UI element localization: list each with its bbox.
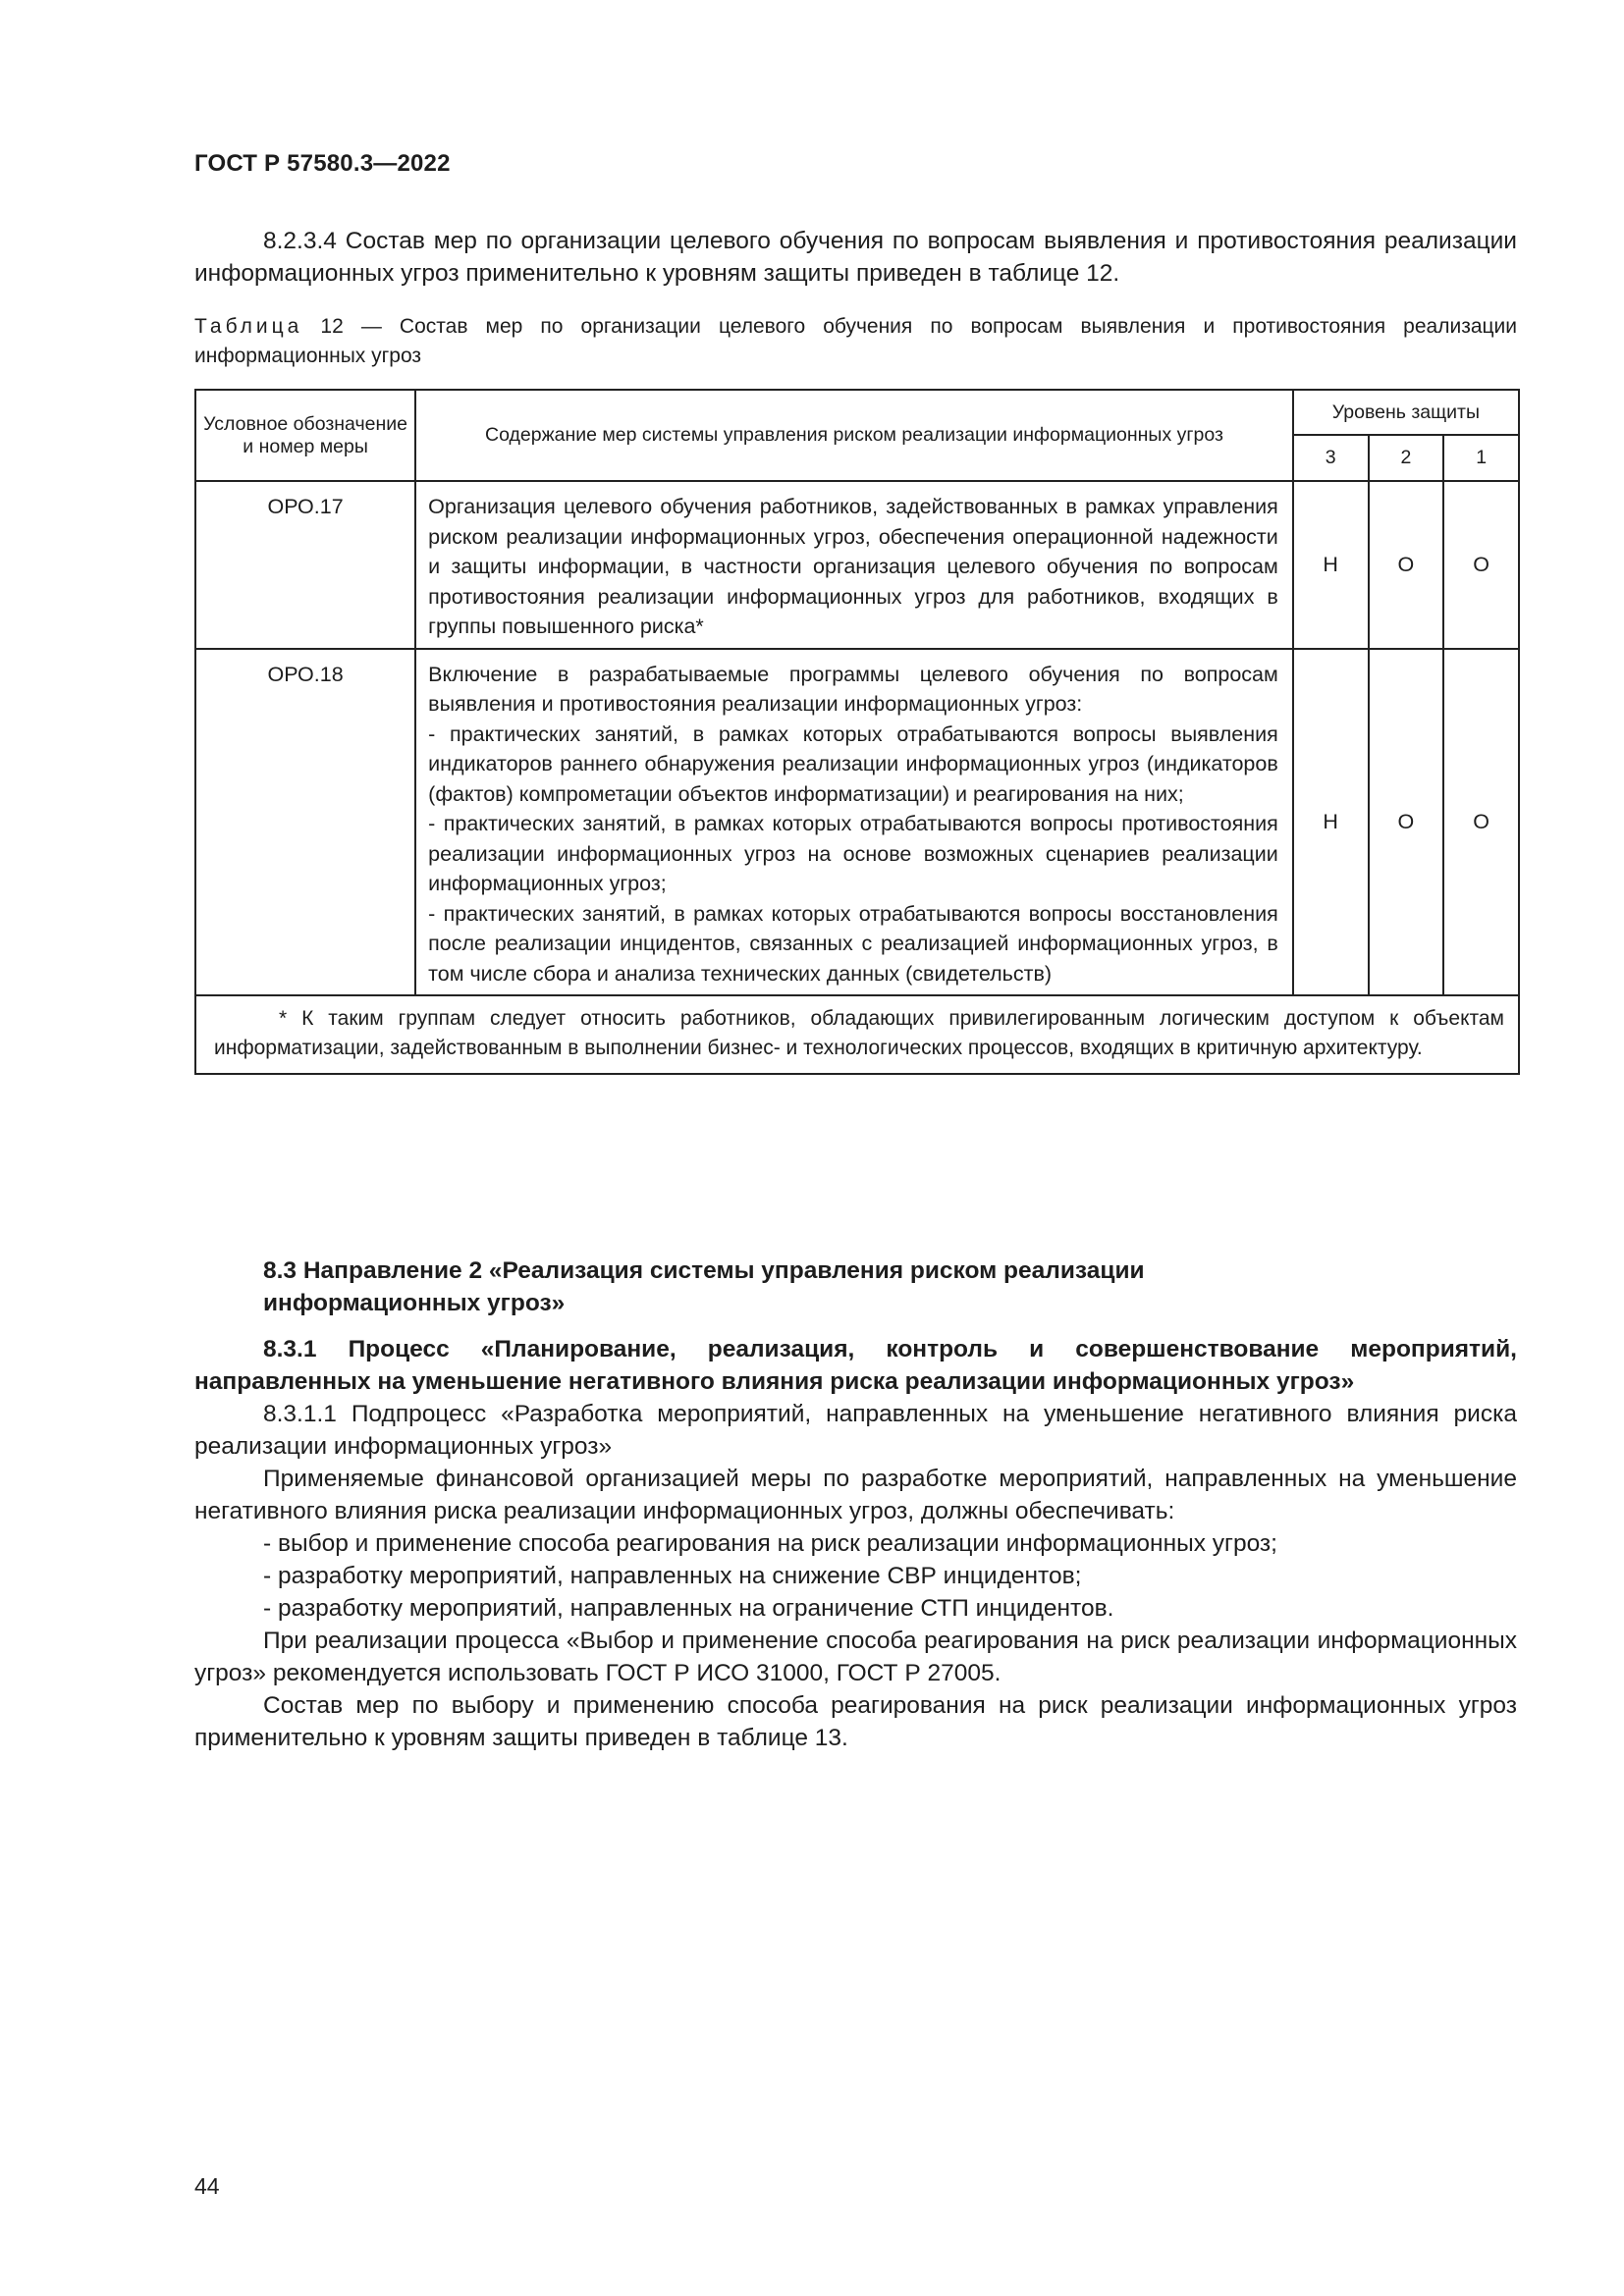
table-12 — [194, 389, 1520, 1075]
header-content: Содержание мер системы управления риском реализации информационных угроз — [415, 390, 1293, 481]
row-code: ОРО.18 — [195, 649, 415, 996]
page-number: 44 — [194, 2173, 220, 2199]
list-item: - разработку мероприятий, направленных на снижение СВР инцидентов; — [263, 1563, 1082, 1589]
row-text-line: - практических занятий, в рамках которых отрабатываются вопросы выявления индикаторов раннего обнаружения реализации информационных угроз (индикаторов (фактов) компрометации объектов информатизации) и реагирования на них; — [428, 721, 1278, 806]
recommendation-paragraph: При реализации процесса «Выбор и применение способа реагирования на риск реализации информационных угроз» рекомендуется использовать ГОСТ Р ИСО 31000, ГОСТ Р 27005. — [194, 1628, 1517, 1686]
row-code: ОРО.17 — [195, 481, 415, 649]
header-level-1: 1 — [1443, 435, 1519, 481]
measures-paragraph: Применяемые финансовой организацией меры по разработке мероприятий, направленных на уменьшение негативного влияния риска реализации информационных угроз, должны обеспечивать: — [194, 1466, 1517, 1524]
subsection-heading: 8.3.1 Процесс «Планирование, реализация, контроль и совершенствование мероприятий, направленных на уменьшение негативного влияния риска реализации информационных угроз» — [194, 1336, 1517, 1395]
section-heading: 8.3 Направление 2 «Реализация системы управления риском реализации информационных угроз» — [263, 1257, 1145, 1316]
header-code: Условное обозначение и номер меры — [195, 390, 415, 481]
table-caption — [194, 312, 1517, 371]
table-row — [195, 649, 1519, 996]
row-text: Организация целевого обучения работников, задействованных в рамках управления риском реализации информационных угроз, обеспечения операционной надежности и защиты информации, в частности организация целевого обучения по вопросам противостояния реализации информационных угроз для работников, входящих в группы повышенного риска* — [415, 481, 1293, 649]
header-level: Уровень защиты — [1293, 390, 1519, 435]
row-text-line: - практических занятий, в рамках которых отрабатываются вопросы противостояния реализации информационных угроз на основе возможных сценариев реализации информационных угроз; — [428, 812, 1278, 895]
row-level-2: О — [1369, 481, 1444, 649]
row-text-line: - практических занятий, в рамках которых отрабатываются вопросы восстановления после реализации инцидентов, связанных с реализацией информационных угроз, в том числе сбора и анализа технических данных (свидетельств) — [428, 901, 1278, 986]
subprocess-paragraph: 8.3.1.1 Подпроцесс «Разработка мероприятий, направленных на уменьшение негативного влияния риска реализации информационных угроз» — [194, 1401, 1517, 1460]
header-level-3: 3 — [1293, 435, 1369, 481]
table13-reference-paragraph: Состав мер по выбору и применению способа реагирования на риск реализации информационных угроз применительно к уровням защиты приведен в таблице 13. — [194, 1692, 1517, 1751]
row-level-1: О — [1443, 481, 1519, 649]
table-footnote — [195, 995, 1519, 1074]
row-level-3: Н — [1293, 481, 1369, 649]
footnote-text: * К таким группам следует относить работников, обладающих привилегированным логическим доступом к объектам информатизации, задействованным в выполнении бизнес- и технологических процессов, входящих в критичную архитектуру. — [214, 1007, 1504, 1059]
header-level-2: 2 — [1369, 435, 1444, 481]
table-footnote-row — [195, 995, 1519, 1074]
list-item: - разработку мероприятий, направленных на ограничение СТП инцидентов. — [263, 1595, 1114, 1622]
document-header: ГОСТ Р 57580.3—2022 — [194, 150, 451, 177]
table-caption-label: Таблица — [194, 315, 303, 338]
list-item: - выбор и применение способа реагирования на риск реализации информационных угроз; — [263, 1530, 1277, 1557]
row-level-3: Н — [1293, 649, 1369, 996]
measures-list — [194, 1527, 1517, 1625]
table-caption-text: 12 — Состав мер по организации целевого обучения по вопросам выявления и противостояния реализации информационных угроз — [194, 315, 1518, 367]
row-level-2: О — [1369, 649, 1444, 996]
row-level-1: О — [1443, 649, 1519, 996]
table-row — [195, 481, 1519, 649]
row-text — [415, 649, 1293, 996]
row-text-line: Включение в разрабатываемые программы целевого обучения по вопросам выявления и противостояния реализации информационных угроз: — [428, 662, 1278, 716]
intro-paragraph: 8.2.3.4 Состав мер по организации целевого обучения по вопросам выявления и противостояния реализации информационных угроз применительно к уровням защиты приведен в таблице 12. — [194, 228, 1517, 287]
